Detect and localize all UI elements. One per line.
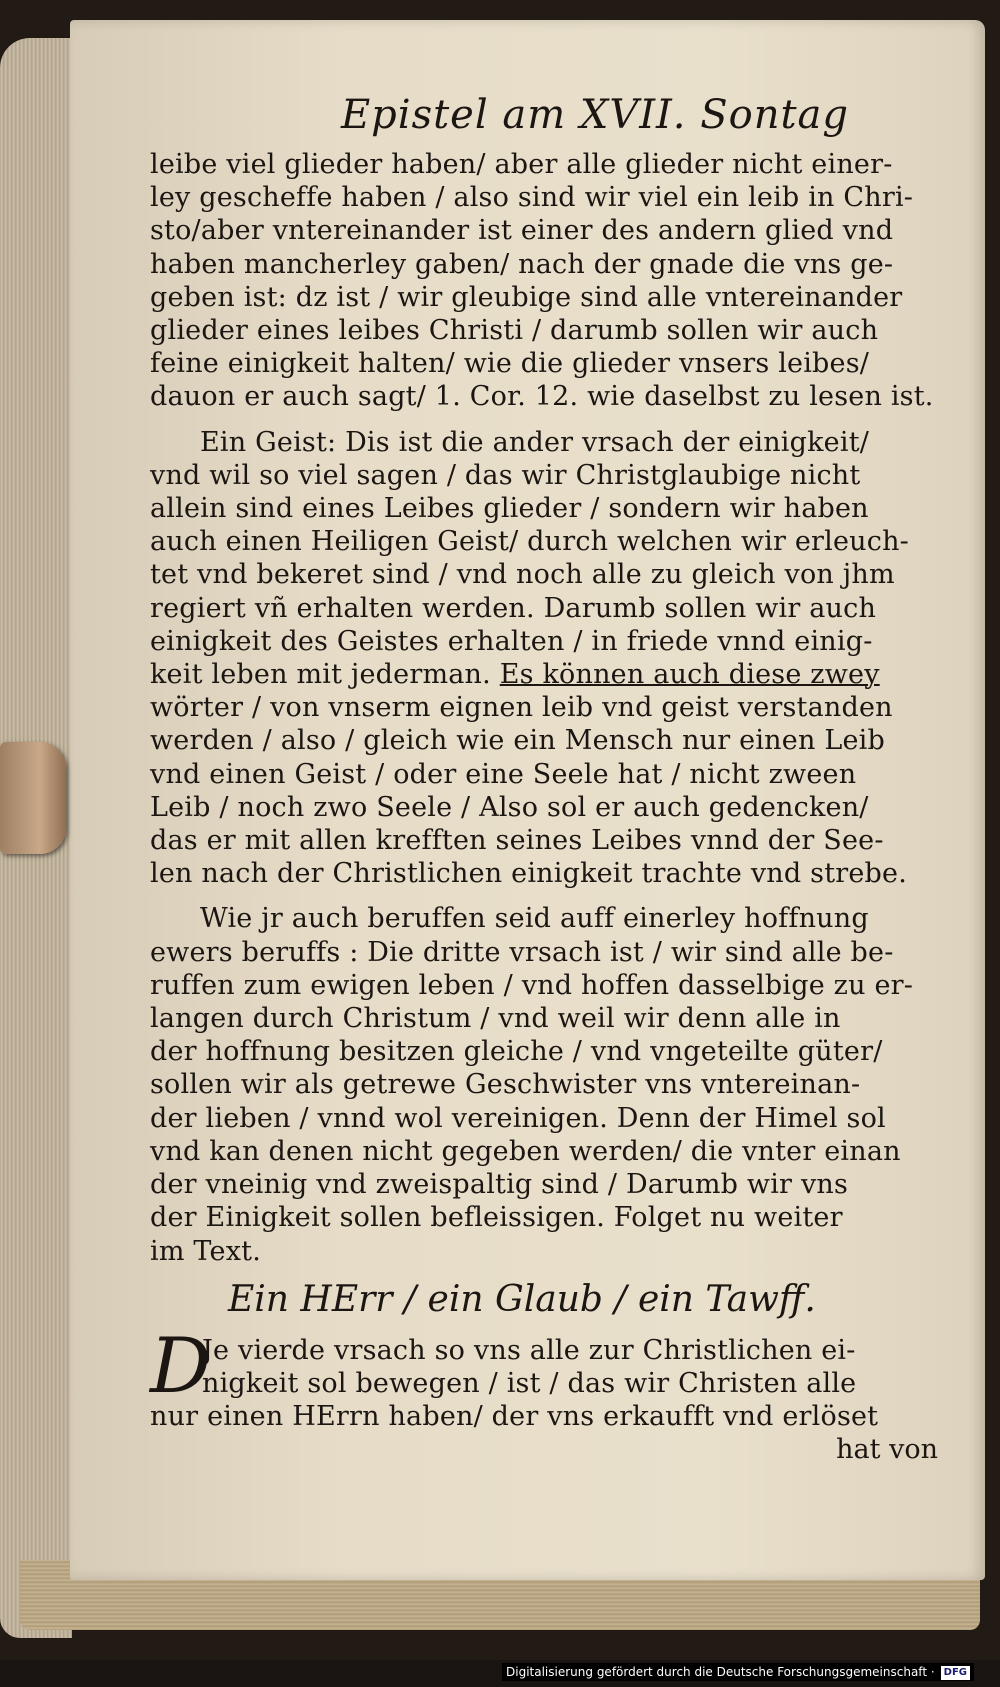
paragraph-4 bbox=[150, 1320, 960, 1434]
text-line: langen durch Christum / vnd weil wir denn alle in bbox=[150, 1003, 841, 1035]
text-line: einigkeit des Geistes erhalten / in friede vnnd einig- bbox=[150, 625, 873, 657]
text-line: Je vierde vrsach so vns alle zur Christlichen ei- bbox=[202, 1334, 856, 1366]
text-line: vnd kan denen nicht gegeben werden/ die vnter einan bbox=[150, 1135, 901, 1167]
text-line: der Einigkeit sollen befleissigen. Folget nu weiter bbox=[150, 1202, 843, 1234]
text-line: Ein Geist: Dis ist die ander vrsach der einigkeit/ bbox=[200, 426, 870, 458]
text-line: Leib / noch zwo Seele / Also sol er auch gedencken/ bbox=[150, 791, 869, 823]
text-line: nigkeit sol bewegen / ist / das wir Christen alle bbox=[202, 1367, 857, 1399]
underlined-passage: Es können auch diese zwey bbox=[499, 659, 880, 691]
text-line: tet vnd bekeret sind / vnd noch alle zu gleich von jhm bbox=[150, 559, 895, 591]
drop-initial: D bbox=[150, 1320, 211, 1410]
text-line: dauon er auch sagt/ 1. Cor. 12. wie daselbst zu lesen ist. bbox=[150, 381, 934, 413]
text-line: der hoffnung besitzen gleiche / vnd vngeteilte güter/ bbox=[150, 1036, 883, 1068]
text-line: ley gescheffe haben / also sind wir viel ein leib in Chri- bbox=[150, 182, 914, 214]
digitization-credit bbox=[502, 1663, 974, 1681]
paragraph-3 bbox=[150, 902, 960, 1267]
text-line: glieder eines leibes Christi / darumb sollen wir auch bbox=[150, 315, 879, 347]
text-line: vnd einen Geist / oder eine Seele hat / nicht zween bbox=[150, 758, 857, 790]
running-head: Epistel am XVII. Sontag bbox=[340, 92, 850, 138]
text-line: ruffen zum ewigen leben / vnd hoffen dasselbige zu er- bbox=[150, 969, 914, 1001]
text-line: len nach der Christlichen einigkeit trachte vnd strebe. bbox=[150, 858, 907, 890]
text-line: nur einen HErrn haben/ der vns erkaufft vnd erlöset bbox=[150, 1401, 879, 1433]
text-line: werden / also / gleich wie ein Mensch nur einen Leib bbox=[150, 725, 885, 757]
text-line: leibe viel glieder haben/ aber alle glieder nicht einer- bbox=[150, 149, 893, 180]
text-line: der lieben / vnnd wol vereinigen. Denn der Himel sol bbox=[150, 1102, 886, 1134]
text-line: sto/aber vntereinander ist einer des andern glied vnd bbox=[150, 215, 894, 247]
text-line: geben ist: dz ist / wir gleubige sind alle vntereinander bbox=[150, 281, 903, 313]
text-line: feine einigkeit halten/ wie die glieder vnsers leibes/ bbox=[150, 348, 870, 380]
text-line: wörter / von vnserm eignen leib vnd geist verstanden bbox=[150, 692, 893, 724]
text-segment: keit leben mit jederman. bbox=[150, 659, 491, 691]
credit-text: Digitalisierung gefördert durch die Deutsche Forschungsgemeinschaft · bbox=[506, 1665, 935, 1679]
text-line: regiert vñ erhalten werden. Darumb sollen wir auch bbox=[150, 592, 877, 624]
clasp bbox=[0, 742, 66, 854]
paragraph-2 bbox=[150, 426, 960, 891]
text-line: haben mancherley gaben/ nach der gnade die vns ge- bbox=[150, 248, 894, 280]
page-text bbox=[150, 90, 960, 1466]
text-line bbox=[150, 658, 960, 691]
text-line: auch einen Heiligen Geist/ durch welchen wir erleuch- bbox=[150, 526, 909, 558]
section-title: Ein HErr / ein Glaub / ein Tawff. bbox=[228, 1278, 816, 1320]
catchword: hat von bbox=[836, 1434, 938, 1466]
dfg-logo: DFG bbox=[941, 1666, 970, 1680]
text-line: ewers beruffs : Die dritte vrsach ist / wir sind alle be- bbox=[150, 936, 894, 968]
text-line: der vneinig vnd zweispaltig sind / Darumb wir vns bbox=[150, 1169, 849, 1201]
paragraph-1 bbox=[150, 148, 960, 414]
text-line: das er mit allen krefften seines Leibes vnnd der See- bbox=[150, 825, 884, 857]
text-line: Wie jr auch beruffen seid auff einerley hoffnung bbox=[200, 903, 869, 935]
text-line: allein sind eines Leibes glieder / sondern wir haben bbox=[150, 493, 869, 525]
text-line: sollen wir als getrewe Geschwister vns vntereinan- bbox=[150, 1069, 861, 1101]
text-line: im Text. bbox=[150, 1235, 261, 1267]
text-line: vnd wil so viel sagen / das wir Christglaubige nicht bbox=[150, 459, 861, 491]
